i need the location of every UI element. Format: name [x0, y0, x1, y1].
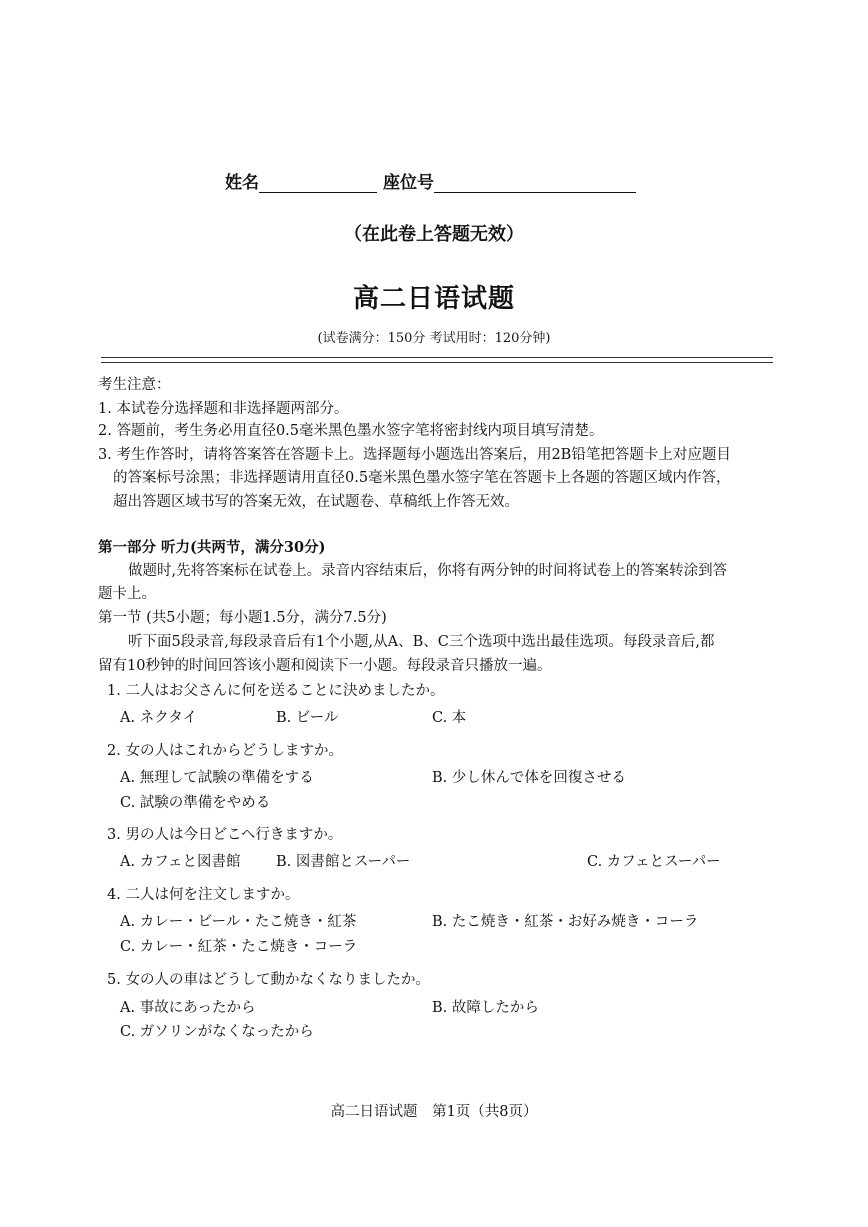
question-1-option-a: A. ネクタイ [120, 710, 198, 726]
divider-top [101, 357, 773, 358]
seat-blank[interactable] [434, 174, 636, 193]
question-1-option-c: C. 本 [432, 710, 467, 726]
section1-intro: 留有10秒钟的时间回答该小题和阅读下一小题。每段录音只播放一遍。 [98, 658, 552, 674]
note-item: 2. 答题前，考生务必用直径0.5毫米黑色墨水签字笔将密封线内项目填写清楚。 [98, 423, 604, 439]
question-2-option-a: A. 無理して試験の準備をする [120, 770, 314, 786]
invalid-note: （在此卷上答题无效） [344, 224, 524, 245]
question-1-stem: 1. 二人はお父さんに何を送ることに決めましたか。 [107, 683, 445, 699]
note-item: 1. 本试卷分选择题和非选择题两部分。 [98, 401, 349, 417]
question-2-option-c: C. 試験の準備をやめる [120, 795, 271, 811]
question-2-option-b: B. 少し休んで体を回復させる [432, 770, 626, 786]
question-1-option-b: B. ビール [276, 710, 339, 726]
part1-intro: 做题时,先将答案标在试卷上。录音内容结束后，你将有两分钟的时间将试卷上的答案转涂到答 [128, 563, 728, 579]
notes-title: 考生注意： [98, 377, 171, 393]
part1-title: 第一部分 听力(共两节，满分30分) [98, 539, 326, 556]
question-5-option-a: A. 事故にあったから [120, 1000, 256, 1016]
question-5-option-c: C. ガソリンがなくなったから [120, 1024, 314, 1040]
name-blank[interactable] [259, 174, 377, 193]
seat-label: 座位号 [383, 173, 434, 193]
footer-subject: 高二日语试题 [330, 1104, 418, 1120]
footer-page-number: 第1页（共8页） [432, 1104, 538, 1120]
divider-bottom [101, 362, 773, 363]
section1-title: 第一节 (共5小题；每小题1.5分，满分7.5分) [98, 610, 387, 626]
question-4-option-b: B. たこ焼き・紅茶・お好み焼き・コーラ [432, 914, 699, 930]
note-item-continued: 的答案标号涂黑；非选择题请用直径0.5毫米黑色墨水签字笔在答题卡上各题的答题区域内作答， [113, 470, 731, 486]
question-4-option-a: A. カレー・ビール・たこ焼き・紅茶 [120, 914, 357, 930]
exam-subtitle: (试卷满分：150分 考试用时：120分钟) [317, 331, 551, 346]
question-2-stem: 2. 女の人はこれからどうしますか。 [107, 743, 343, 759]
question-4-stem: 4. 二人は何を注文しますか。 [107, 887, 300, 903]
candidate-info-line [225, 168, 642, 193]
note-item-continued: 超出答题区域书写的答案无效，在试题卷、草稿纸上作答无效。 [113, 494, 519, 510]
exam-title: 高二日语试题 [352, 284, 515, 314]
question-3-option-c: C. カフェとスーパー [587, 854, 721, 870]
part1-intro: 题卡上。 [98, 586, 156, 602]
name-label: 姓名 [225, 173, 259, 193]
question-5-stem: 5. 女の人の車はどうして動かなくなりましたか。 [107, 972, 430, 988]
question-3-stem: 3. 男の人は今日どこへ行きますか。 [107, 827, 343, 843]
question-4-option-c: C. カレー・紅茶・たこ焼き・コーラ [120, 939, 358, 955]
question-3-option-a: A. カフェと図書館 [120, 854, 241, 870]
question-5-option-b: B. 故障したから [432, 1000, 539, 1016]
section1-intro: 听下面5段录音,每段录音后有1个小题,从A、B、C三个选项中选出最佳选项。每段录音后,都 [128, 634, 715, 650]
question-3-option-b: B. 図書館とスーパー [276, 854, 411, 870]
note-item: 3. 考生作答时，请将答案答在答题卡上。选择题每小题选出答案后，用2B铅笔把答题卡上对应题目 [98, 447, 731, 463]
page-footer [0, 1100, 868, 1121]
